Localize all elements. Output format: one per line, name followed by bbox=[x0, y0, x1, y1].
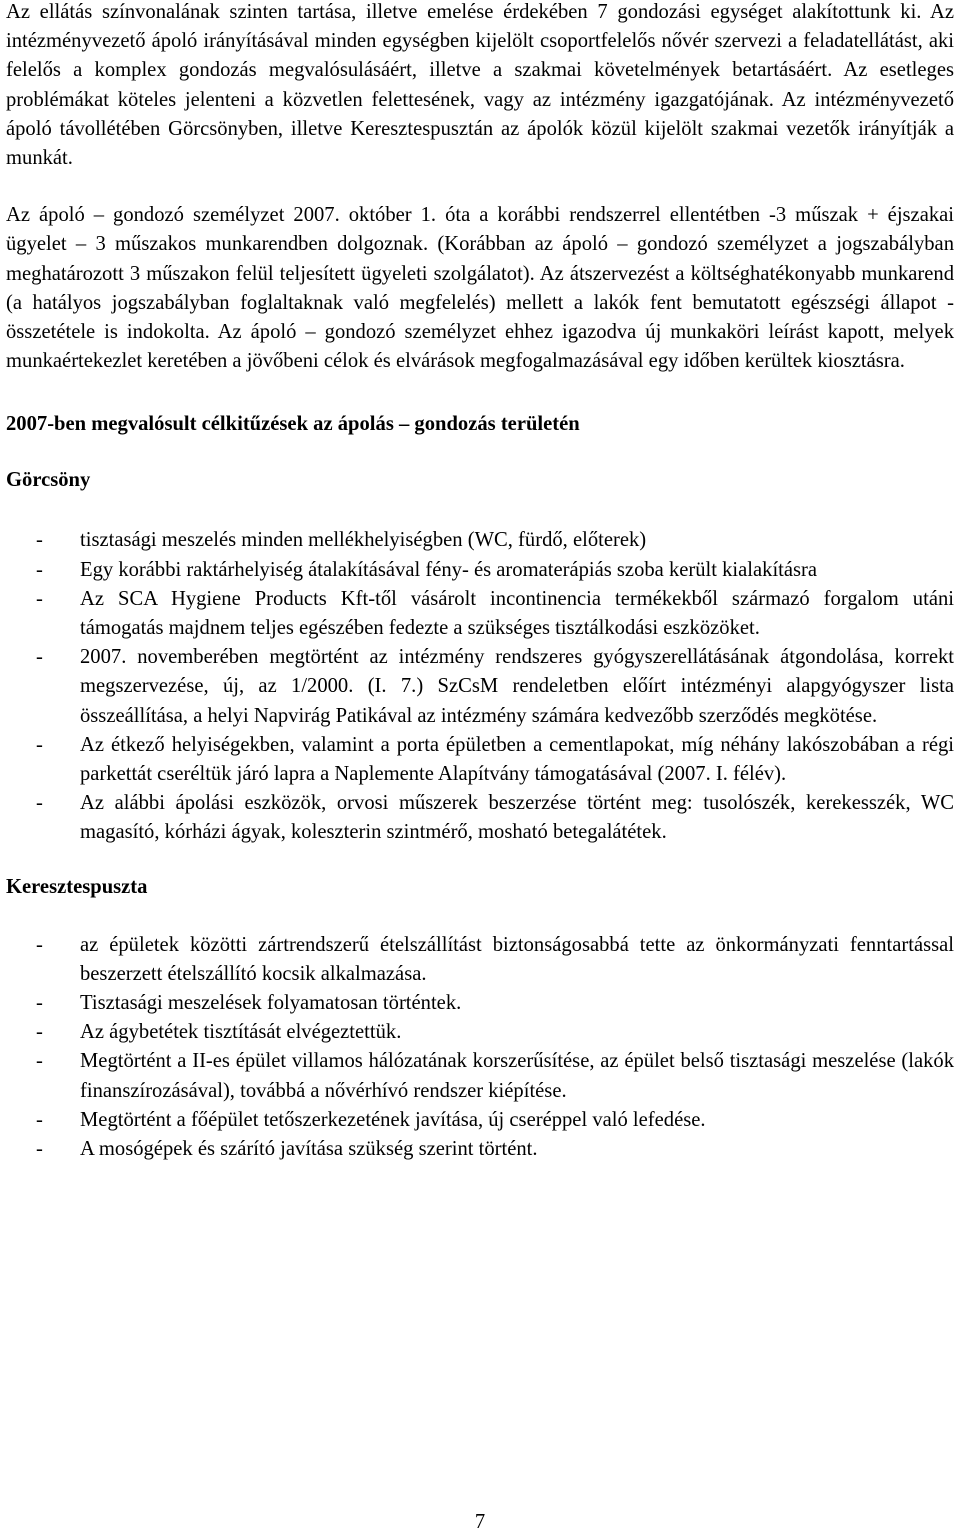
list-item-text: tisztasági meszelés minden mellékhelyiségben (WC, fürdő, előterek) bbox=[80, 529, 647, 552]
list-item-text: Az ágybetétek tisztítását elvégeztettük. bbox=[80, 1021, 402, 1044]
list-item bbox=[6, 585, 954, 643]
list-item bbox=[6, 1135, 954, 1164]
list-item bbox=[6, 643, 954, 731]
dash-marker: - bbox=[36, 992, 43, 1015]
section-title-gorcsony: Görcsöny bbox=[6, 469, 91, 492]
list-item-text: A mosógépek és szárító javítása szükség szerint történt. bbox=[80, 1138, 538, 1161]
main-heading: 2007-ben megvalósult célkitűzések az ápolás – gondozás területén bbox=[6, 413, 580, 436]
list-item-text: Az alábbi ápolási eszközök, orvosi műszerek beszerzése történt meg: tusolószék, kerekesszék, WC magasító, kórházi ágyak, koleszterin szintmérő, mosható betegalátétek. bbox=[80, 792, 954, 844]
dash-marker: - bbox=[36, 733, 43, 756]
list-item bbox=[6, 556, 954, 585]
list-item-text: Megtörtént a II-es épület villamos hálózatának korszerűsítése, az épület belső tisztasági meszelése (lakók finanszírozásával), továbbá a nővérhívó rendszer kiépítése. bbox=[80, 1050, 954, 1102]
dash-marker: - bbox=[36, 587, 43, 610]
dash-marker: - bbox=[36, 1108, 43, 1131]
list-item bbox=[6, 989, 954, 1018]
list-keresztespuszta bbox=[6, 931, 954, 1165]
list-item bbox=[6, 931, 954, 989]
dash-marker: - bbox=[36, 792, 43, 815]
document-page bbox=[6, 0, 954, 1164]
page-number: 7 bbox=[474, 1511, 486, 1533]
list-item bbox=[6, 1018, 954, 1047]
list-item bbox=[6, 526, 954, 555]
dash-marker: - bbox=[36, 558, 43, 581]
list-item-text: Az SCA Hygiene Products Kft-től vásárolt incontinencia termékekből származó forgalom utáni támogatás majdnem teljes egészében fedezte a szükséges tisztálkodási eszközöket. bbox=[80, 587, 954, 640]
dash-marker: - bbox=[36, 1021, 43, 1044]
dash-marker: - bbox=[36, 1050, 43, 1073]
list-item bbox=[6, 1047, 954, 1105]
dash-marker: - bbox=[36, 529, 43, 552]
dash-marker: - bbox=[36, 1138, 43, 1161]
list-item bbox=[6, 789, 954, 847]
list-item-text: az épületek közötti zártrendszerű ételszállítást biztonságosabbá tette az önkormányzati fenntartással beszerzett ételszállító kocsik alkalmazása. bbox=[80, 933, 954, 985]
list-item bbox=[6, 731, 954, 789]
dash-marker: - bbox=[36, 933, 43, 956]
list-gorcsony bbox=[6, 526, 954, 847]
list-item-text: 2007. novemberében megtörtént az intézmény rendszeres gyógyszerellátásának átgondolása, korrekt megszervezése, új, az 1/2000. (I. 7.) SzCsM rendeletben előírt intézményi alapgyógyszer lista összeállítása, a helyi Napvirág Patikával az intézmény számára kedvezőbb szerződés megkötése. bbox=[80, 646, 954, 727]
paragraph-shift-system: Az ápoló – gondozó személyzet 2007. október 1. óta a korábbi rendszerrel ellentétben -3 műszak + éjszakai ügyelet – 3 műszakos munkarendben dolgoznak. (Korábban az ápoló – gondozó személyzet a jogszabályban meghatározott 3 műszakon felül teljesített ügyeleti szolgálatot). Az átszervezést a költséghatékonyabb munkarend (a hatályos jogszabályban foglaltaknak való megfelelés) mellett a lakók fent bemutatott egészségi állapot - összetétele is indokolta. Az ápoló – gondozó személyzet ehhez igazodva új munkaköri leírást kapott, melyek munkaértekezlet keretében a jövőbeni célok és elvárások megfogalmazásával egy időben kerültek kiosztásra. bbox=[6, 204, 954, 373]
section-title-keresztespuszta: Keresztespuszta bbox=[6, 875, 148, 898]
list-item-text: Tisztasági meszelések folyamatosan történtek. bbox=[80, 992, 462, 1015]
list-item-text: Az étkező helyiségekben, valamint a porta épületben a cementlapokat, míg néhány lakószobában a régi parkettát cseréltük járó lapra a Naplemente Alapítvány támogatásával (2007. I. félév). bbox=[80, 733, 954, 786]
list-item-text: Egy korábbi raktárhelyiség átalakításával fény- és aromaterápiás szoba került kialakításra bbox=[80, 558, 818, 581]
list-item-text: Megtörtént a főépület tetőszerkezetének javítása, új cseréppel való lefedése. bbox=[80, 1108, 706, 1131]
paragraph-care-units: Az ellátás színvonalának szinten tartása, illetve emelése érdekében 7 gondozási egységet alakítottunk ki. Az intézményvezető ápoló irányításával minden egységben kijelölt csoportfelelős nővér szervezi a feladatellátást, aki felelős a komplex gondozás megvalósulásáért, illetve a szakmai követelmények betartásáért. Az esetleges problémákat köteles jelenteni a közvetlen felettesének, vagy az intézmény igazgatójának. Az intézményvezető ápoló távollétében Görcsönyben, illetve Keresztespusztán az ápolók közül kijelölt szakmai vezetők irányítják a munkát. bbox=[6, 1, 954, 170]
dash-marker: - bbox=[36, 646, 43, 669]
list-item bbox=[6, 1106, 954, 1135]
